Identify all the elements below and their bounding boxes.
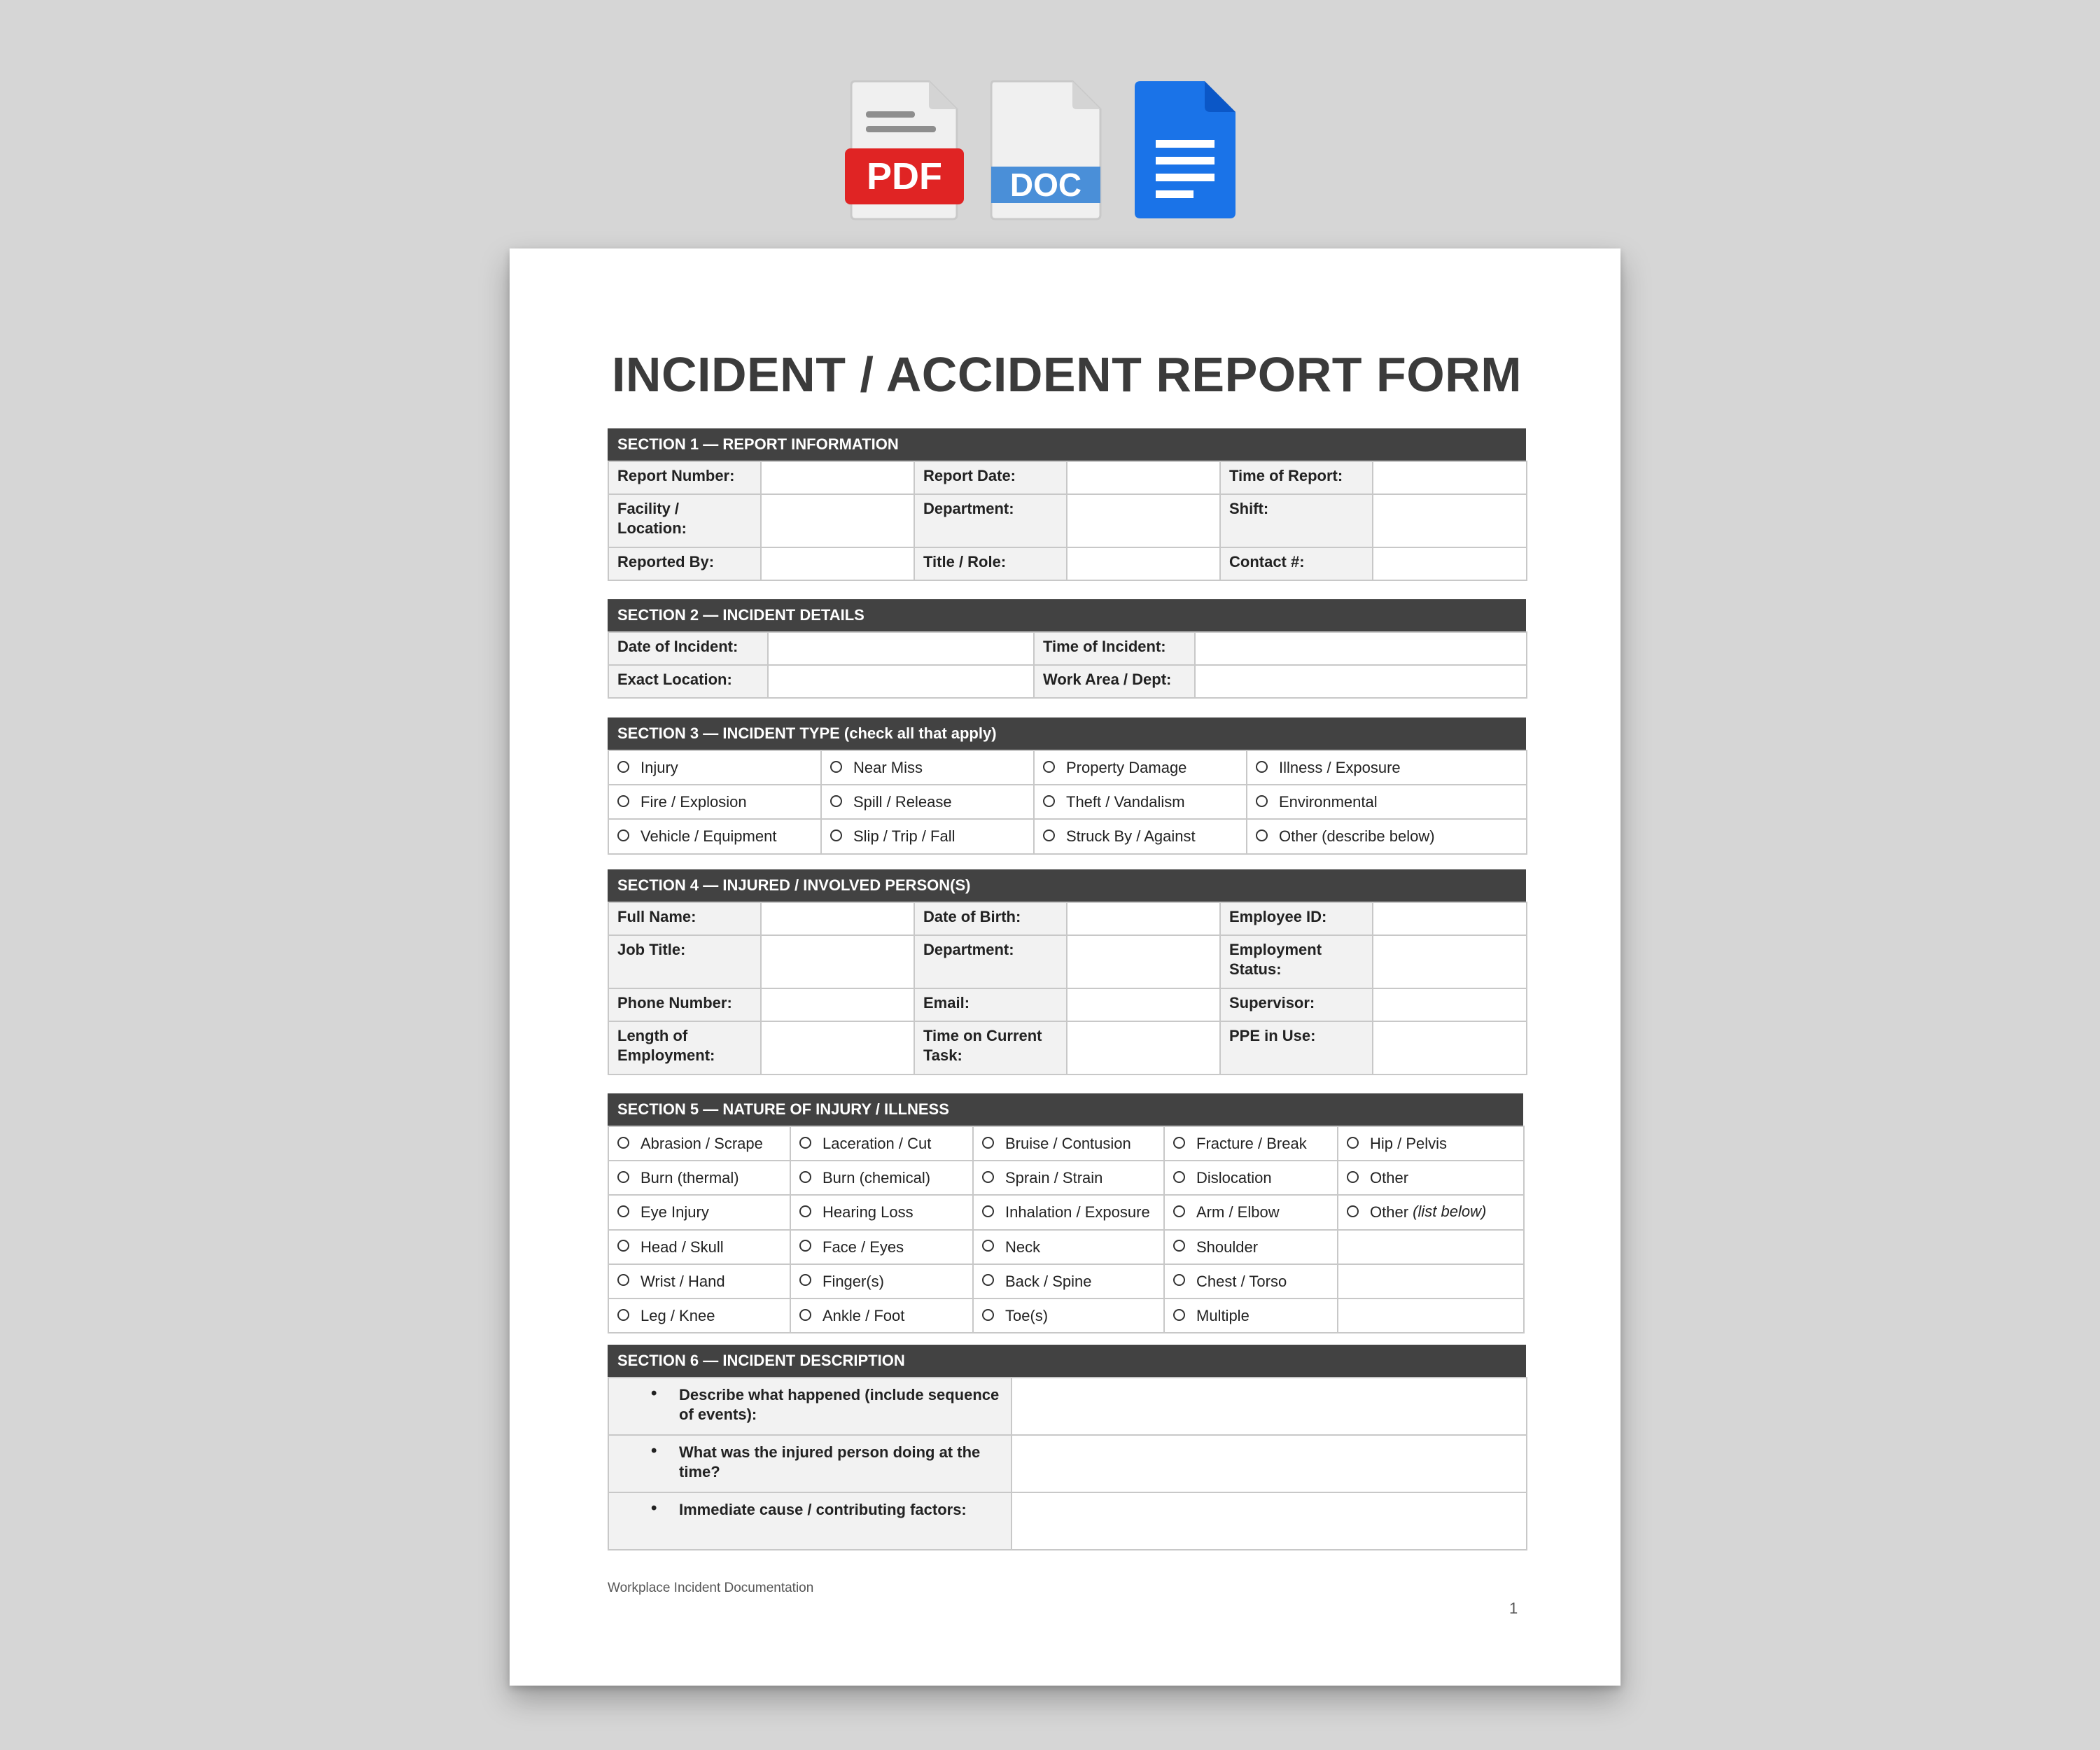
doc-file-icon	[988, 78, 1104, 222]
radio-circle-icon	[982, 1274, 994, 1286]
input-department[interactable]	[1067, 494, 1220, 547]
checkbox-fracture-break[interactable]: Fracture / Break	[1164, 1126, 1338, 1161]
checkbox-slip-trip-fall[interactable]: Slip / Trip / Fall	[821, 819, 1034, 853]
input-report-date[interactable]	[1067, 461, 1220, 494]
radio-circle-icon	[617, 1171, 629, 1183]
checkbox-shoulder[interactable]: Shoulder	[1164, 1230, 1338, 1264]
empty-cell	[1338, 1230, 1524, 1264]
pdf-file-icon	[845, 78, 964, 222]
label-employment-status: Employment Status:	[1220, 935, 1373, 988]
radio-circle-icon	[1043, 795, 1055, 807]
checkbox-face-eyes[interactable]: Face / Eyes	[790, 1230, 973, 1264]
input-length-of-employment[interactable]	[761, 1021, 914, 1074]
textarea-what-happened[interactable]	[1011, 1378, 1527, 1435]
checkbox-back-spine[interactable]: Back / Spine	[973, 1264, 1164, 1298]
radio-circle-icon	[617, 761, 629, 773]
input-contact[interactable]	[1373, 547, 1527, 580]
section-heading: SECTION 6 — INCIDENT DESCRIPTION	[608, 1345, 1526, 1377]
radio-circle-icon	[799, 1171, 811, 1183]
section-report-information	[608, 428, 1526, 581]
label-contact: Contact #:	[1220, 547, 1373, 580]
radio-circle-icon	[1043, 761, 1055, 773]
input-ppe-in-use[interactable]	[1373, 1021, 1527, 1074]
checkbox-abrasion-scrape[interactable]: Abrasion / Scrape	[608, 1126, 790, 1161]
input-employee-id[interactable]	[1373, 902, 1527, 935]
checkbox-ankle-foot[interactable]: Ankle / Foot	[790, 1298, 973, 1333]
checkbox-illness-exposure[interactable]: Illness / Exposure	[1247, 750, 1527, 785]
radio-circle-icon	[799, 1274, 811, 1286]
input-person-department[interactable]	[1067, 935, 1220, 988]
textarea-immediate-cause[interactable]	[1011, 1492, 1527, 1550]
label-title-role: Title / Role:	[914, 547, 1067, 580]
radio-circle-icon	[799, 1240, 811, 1252]
checkbox-dislocation[interactable]: Dislocation	[1164, 1161, 1338, 1195]
empty-cell	[1338, 1298, 1524, 1333]
label-report-number: Report Number:	[608, 461, 761, 494]
radio-circle-icon	[799, 1137, 811, 1149]
checkbox-neck[interactable]: Neck	[973, 1230, 1164, 1264]
radio-circle-icon	[617, 1274, 629, 1286]
label-job-title: Job Title:	[608, 935, 761, 988]
label-time-of-incident: Time of Incident:	[1034, 632, 1195, 665]
file-format-icons	[845, 78, 1240, 222]
checkbox-other[interactable]: Other	[1338, 1161, 1524, 1195]
input-time-of-report[interactable]	[1373, 461, 1527, 494]
radio-circle-icon	[1173, 1309, 1185, 1321]
radio-circle-icon	[830, 830, 842, 841]
radio-circle-icon	[1347, 1137, 1359, 1149]
prompt-person-activity: • What was the injured person doing at the time?	[608, 1435, 1011, 1492]
label-date-of-incident: Date of Incident:	[608, 632, 768, 665]
section-heading: SECTION 2 — INCIDENT DETAILS	[608, 599, 1526, 631]
checkbox-toe-s[interactable]: Toe(s)	[973, 1298, 1164, 1333]
checkbox-theft-vandalism[interactable]: Theft / Vandalism	[1034, 785, 1247, 819]
radio-circle-icon	[617, 1309, 629, 1321]
label-ppe-in-use: PPE in Use:	[1220, 1021, 1373, 1074]
label-date-of-birth: Date of Birth:	[914, 902, 1067, 935]
input-full-name[interactable]	[761, 902, 914, 935]
input-shift[interactable]	[1373, 494, 1527, 547]
prompt-what-happened: • Describe what happened (include sequence of events):	[608, 1378, 1011, 1435]
label-length-of-employment: Length of Employment:	[608, 1021, 761, 1074]
input-supervisor[interactable]	[1373, 988, 1527, 1021]
label-phone-number: Phone Number:	[608, 988, 761, 1021]
section-heading: SECTION 5 — NATURE OF INJURY / ILLNESS	[608, 1093, 1523, 1126]
checkbox-hearing-loss[interactable]: Hearing Loss	[790, 1195, 973, 1229]
radio-circle-icon	[617, 1205, 629, 1217]
other-note: (list below)	[1413, 1203, 1487, 1221]
label-supervisor: Supervisor:	[1220, 988, 1373, 1021]
checkbox-environmental[interactable]: Environmental	[1247, 785, 1527, 819]
radio-circle-icon	[617, 830, 629, 841]
label-email: Email:	[914, 988, 1067, 1021]
input-date-of-incident[interactable]	[768, 632, 1034, 665]
section-heading: SECTION 4 — INJURED / INVOLVED PERSON(S)	[608, 869, 1526, 902]
checkbox-injury[interactable]: Injury	[608, 750, 821, 785]
radio-circle-icon	[1173, 1240, 1185, 1252]
label-work-area: Work Area / Dept:	[1034, 665, 1195, 698]
section-heading: SECTION 1 — REPORT INFORMATION	[608, 428, 1526, 461]
radio-circle-icon	[982, 1240, 994, 1252]
section-incident-type	[608, 718, 1526, 855]
radio-circle-icon	[617, 1137, 629, 1149]
input-email[interactable]	[1067, 988, 1220, 1021]
checkbox-bruise-contusion[interactable]: Bruise / Contusion	[973, 1126, 1164, 1161]
radio-circle-icon	[799, 1309, 811, 1321]
checkbox-arm-elbow[interactable]: Arm / Elbow	[1164, 1195, 1338, 1229]
checkbox-finger-s[interactable]: Finger(s)	[790, 1264, 973, 1298]
checkbox-vehicle-equipment[interactable]: Vehicle / Equipment	[608, 819, 821, 853]
radio-circle-icon	[1173, 1274, 1185, 1286]
radio-circle-icon	[982, 1137, 994, 1149]
radio-circle-icon	[1347, 1171, 1359, 1183]
form-title: INCIDENT / ACCIDENT REPORT FORM	[611, 347, 1522, 402]
radio-circle-icon	[1173, 1205, 1185, 1217]
input-phone-number[interactable]	[761, 988, 914, 1021]
radio-circle-icon	[799, 1205, 811, 1217]
radio-circle-icon	[982, 1205, 994, 1217]
input-title-role[interactable]	[1067, 547, 1220, 580]
section-nature-of-injury	[608, 1093, 1523, 1334]
checkbox-wrist-hand[interactable]: Wrist / Hand	[608, 1264, 790, 1298]
checkbox-property-damage[interactable]: Property Damage	[1034, 750, 1247, 785]
input-date-of-birth[interactable]	[1067, 902, 1220, 935]
form-page	[510, 248, 1620, 1686]
checkbox-eye-injury[interactable]: Eye Injury	[608, 1195, 790, 1229]
radio-circle-icon	[1256, 795, 1268, 807]
checkbox-laceration-cut[interactable]: Laceration / Cut	[790, 1126, 973, 1161]
input-employment-status[interactable]	[1373, 935, 1527, 988]
radio-circle-icon	[1256, 761, 1268, 773]
label-time-of-report: Time of Report:	[1220, 461, 1373, 494]
checkbox-other[interactable]: Other (list below)	[1338, 1195, 1524, 1229]
google-docs-icon	[1133, 78, 1238, 222]
label-reported-by: Reported By:	[608, 547, 761, 580]
checkbox-chest-torso[interactable]: Chest / Torso	[1164, 1264, 1338, 1298]
radio-circle-icon	[1043, 830, 1055, 841]
textarea-person-activity[interactable]	[1011, 1435, 1527, 1492]
checkbox-inhalation-exposure[interactable]: Inhalation / Exposure	[973, 1195, 1164, 1229]
label-department: Department:	[914, 494, 1067, 547]
input-facility-location[interactable]	[761, 494, 914, 547]
radio-circle-icon	[830, 795, 842, 807]
section-incident-description	[608, 1345, 1526, 1550]
checkbox-sprain-strain[interactable]: Sprain / Strain	[973, 1161, 1164, 1195]
prompt-immediate-cause: • Immediate cause / contributing factors:	[608, 1492, 1011, 1550]
checkbox-hip-pelvis[interactable]: Hip / Pelvis	[1338, 1126, 1524, 1161]
label-exact-location: Exact Location:	[608, 665, 768, 698]
page-number: 1	[1509, 1600, 1518, 1617]
label-full-name: Full Name:	[608, 902, 761, 935]
radio-circle-icon	[982, 1309, 994, 1321]
radio-circle-icon	[1347, 1205, 1359, 1217]
input-work-area[interactable]	[1195, 665, 1527, 698]
checkbox-struck-by-against[interactable]: Struck By / Against	[1034, 819, 1247, 853]
radio-circle-icon	[1173, 1171, 1185, 1183]
checkbox-fire-explosion[interactable]: Fire / Explosion	[608, 785, 821, 819]
input-time-of-incident[interactable]	[1195, 632, 1527, 665]
input-time-on-task[interactable]	[1067, 1021, 1220, 1074]
empty-cell	[1338, 1264, 1524, 1298]
checkbox-spill-release[interactable]: Spill / Release	[821, 785, 1034, 819]
checkbox-near-miss[interactable]: Near Miss	[821, 750, 1034, 785]
label-facility-location: Facility / Location:	[608, 494, 761, 547]
radio-circle-icon	[1173, 1137, 1185, 1149]
label-report-date: Report Date:	[914, 461, 1067, 494]
input-job-title[interactable]	[761, 935, 914, 988]
checkbox-burn-chemical[interactable]: Burn (chemical)	[790, 1161, 973, 1195]
radio-circle-icon	[1256, 830, 1268, 841]
input-reported-by[interactable]	[761, 547, 914, 580]
label-person-department: Department:	[914, 935, 1067, 988]
label-employee-id: Employee ID:	[1220, 902, 1373, 935]
checkbox-other-type[interactable]: Other (describe below)	[1247, 819, 1527, 853]
checkbox-head-skull[interactable]: Head / Skull	[608, 1230, 790, 1264]
pdf-label: PDF	[867, 155, 942, 197]
section-heading: SECTION 3 — INCIDENT TYPE (check all that apply)	[608, 718, 1526, 750]
radio-circle-icon	[617, 1240, 629, 1252]
label-shift: Shift:	[1220, 494, 1373, 547]
checkbox-burn-thermal[interactable]: Burn (thermal)	[608, 1161, 790, 1195]
section-incident-details	[608, 599, 1526, 699]
radio-circle-icon	[617, 795, 629, 807]
page-footer: Workplace Incident Documentation	[608, 1581, 814, 1595]
input-report-number[interactable]	[761, 461, 914, 494]
doc-label: DOC	[1009, 167, 1082, 203]
checkbox-leg-knee[interactable]: Leg / Knee	[608, 1298, 790, 1333]
radio-circle-icon	[982, 1171, 994, 1183]
section-involved-persons	[608, 869, 1526, 1075]
input-exact-location[interactable]	[768, 665, 1034, 698]
radio-circle-icon	[830, 761, 842, 773]
label-time-on-task: Time on Current Task:	[914, 1021, 1067, 1074]
checkbox-multiple[interactable]: Multiple	[1164, 1298, 1338, 1333]
